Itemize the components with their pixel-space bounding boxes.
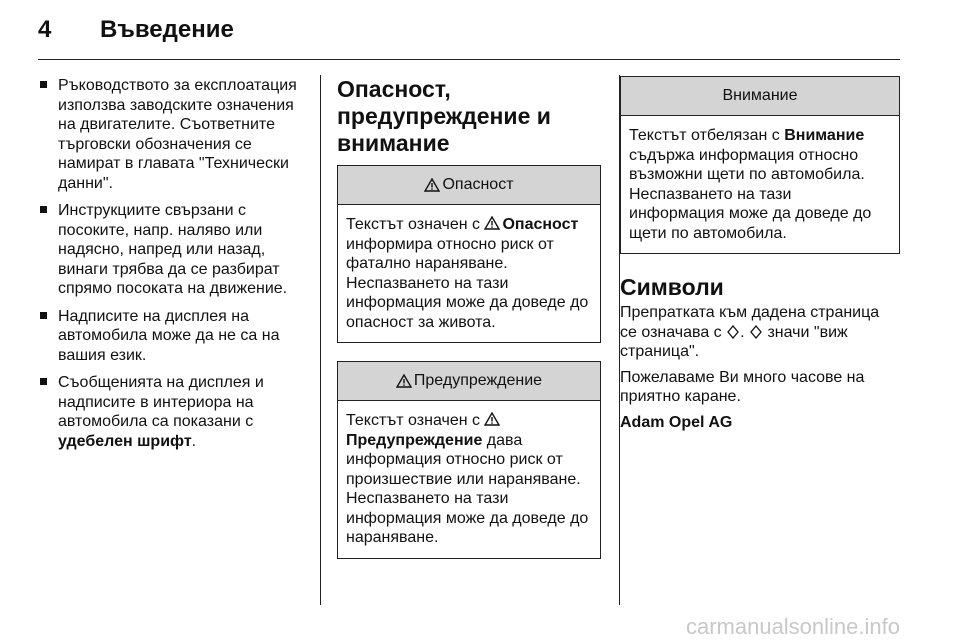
warning-box-body: Текстът означен с Предупреждение дава информация относно риск от произшествие или нараняване. Неспазването на тази информация може да доведе до нараняване. <box>346 412 589 546</box>
warning-box <box>337 361 601 559</box>
closing-paragraph: Пожелаваме Ви много часове на приятно каране. <box>620 368 865 405</box>
bullet-list <box>38 76 300 451</box>
warning-box-header <box>338 362 600 401</box>
warning-box-title: Предупреждение <box>413 372 543 390</box>
caution-box-header <box>621 77 899 116</box>
danger-box-body: Текстът означен с Опасност информира относно риск от фатално нараняване. Неспазването на тази информация може да доведе до опасност за живота. <box>346 216 589 331</box>
warning-triangle-icon <box>396 374 412 388</box>
warning-triangle-icon <box>484 216 500 230</box>
danger-box-header <box>338 166 600 205</box>
list-item: Инструкциите свързани с посоките, напр. наляво или надясно, напред или назад, винаги трябва да се разбират спрямо посоката на движение. <box>38 201 300 299</box>
watermark: carmanualsonline.info <box>685 614 900 639</box>
bullet-icon <box>40 206 47 213</box>
caution-box <box>620 76 900 254</box>
column-3 <box>620 76 900 438</box>
warning-triangle-icon <box>484 412 500 426</box>
bullet-icon <box>40 378 47 385</box>
warning-triangle-icon <box>424 178 440 192</box>
list-item: Съобщенията на дисплея и надписите в интериора на автомобила са показани с удебелен шрифт. <box>38 373 300 451</box>
bullet-icon <box>40 81 47 88</box>
page-number: 4 <box>38 16 52 43</box>
bullet-icon <box>40 312 47 319</box>
column-1 <box>38 76 300 459</box>
caution-box-body: Текстът отбелязан с Внимание съдържа информация относно възможни щети по автомобила. Неспазването на тази информация може да доведе до щети по автомобила. <box>629 127 872 242</box>
page-reference-icon <box>727 325 739 339</box>
page-reference-icon <box>750 325 762 339</box>
section-heading-symbols: Символи <box>620 274 724 300</box>
header-rule <box>38 59 900 60</box>
company-name: Adam Opel AG <box>620 413 733 431</box>
page-header <box>38 16 234 56</box>
list-item: Надписите на дисплея на автомобила може да не са на вашия език. <box>38 307 300 366</box>
list-item: Ръководството за експлоатация използва заводските означения на двигателите. Съответните търговски обозначения се намират в главата "Технически данни". <box>38 76 300 193</box>
page-title: Въведение <box>100 16 234 43</box>
column-divider-1 <box>320 75 321 605</box>
danger-box-title: Опасност <box>442 176 514 194</box>
column-2 <box>337 76 601 577</box>
caution-box-title: Внимание <box>722 87 798 105</box>
symbols-paragraph: Препратката към дадена страница се означава с . значи "виж страница". <box>620 304 880 360</box>
danger-box <box>337 165 601 343</box>
section-heading-danger-warning: Опасност, предупреждение и внимание <box>337 76 551 156</box>
